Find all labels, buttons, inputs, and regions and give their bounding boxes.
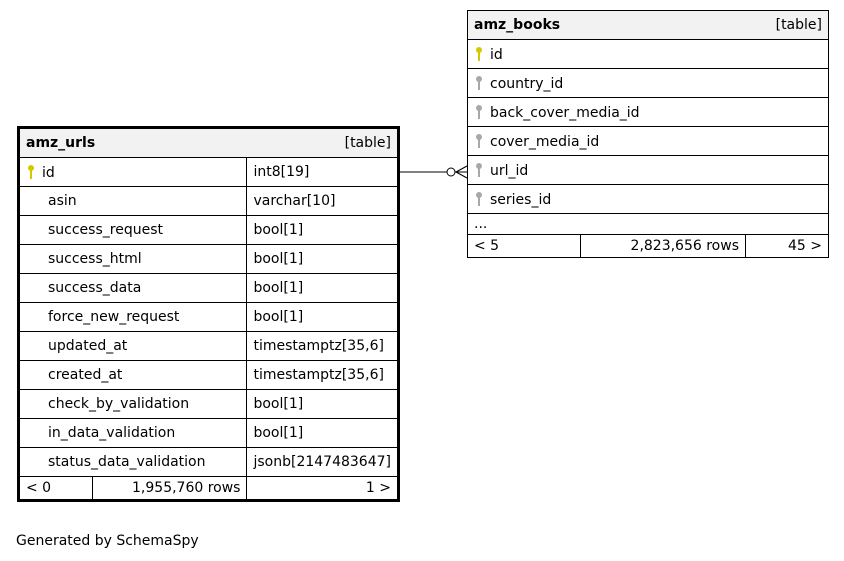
column-type: varchar[10] — [247, 187, 399, 216]
row-count: 2,823,656 rows — [581, 235, 746, 258]
column-name: success_html — [19, 245, 247, 274]
row-count: 1,955,760 rows — [93, 477, 247, 501]
column-type: bool[1] — [247, 245, 399, 274]
table-footer — [19, 477, 399, 501]
column-row[interactable] — [468, 127, 829, 156]
column-row[interactable] — [19, 274, 399, 303]
foreign-key-icon — [474, 133, 484, 149]
generated-by-caption: Generated by SchemaSpy — [16, 533, 199, 549]
foreign-key-icon — [474, 104, 484, 120]
column-name: cover_media_id — [490, 133, 600, 150]
column-name: force_new_request — [19, 303, 247, 332]
column-row[interactable] — [19, 158, 399, 187]
column-row[interactable] — [468, 185, 829, 214]
column-name: success_data — [19, 274, 247, 303]
column-row[interactable] — [19, 332, 399, 361]
column-type: jsonb[2147483647] — [247, 448, 399, 477]
column-row[interactable] — [468, 40, 829, 69]
children-count[interactable]: 1 > — [247, 477, 399, 501]
foreign-key-icon — [474, 191, 484, 207]
column-row[interactable] — [19, 390, 399, 419]
column-name: check_by_validation — [19, 390, 247, 419]
crowfoot-lower — [456, 172, 467, 178]
table-header — [468, 11, 829, 40]
column-name: status_data_validation — [19, 448, 247, 477]
table-amz-books[interactable] — [467, 10, 829, 258]
table-amz-urls[interactable] — [17, 126, 400, 502]
column-name: country_id — [490, 75, 564, 92]
column-name: asin — [19, 187, 247, 216]
column-name: updated_at — [19, 332, 247, 361]
table-kind: [table] — [344, 135, 391, 151]
column-type: timestamptz[35,6] — [247, 332, 399, 361]
column-row[interactable] — [19, 216, 399, 245]
column-row[interactable] — [468, 156, 829, 185]
parents-count[interactable]: < 5 — [468, 235, 581, 258]
column-type: bool[1] — [247, 419, 399, 448]
column-type: bool[1] — [247, 303, 399, 332]
column-row[interactable] — [19, 245, 399, 274]
column-name: series_id — [490, 191, 552, 208]
parents-count[interactable]: < 0 — [19, 477, 93, 501]
table-footer — [468, 235, 829, 258]
table-kind: [table] — [775, 17, 822, 33]
primary-key-icon — [26, 164, 36, 180]
column-name: id — [42, 164, 55, 181]
column-name: id — [490, 46, 503, 63]
crowfoot-upper — [456, 166, 467, 172]
column-type: timestamptz[35,6] — [247, 361, 399, 390]
column-type: bool[1] — [247, 216, 399, 245]
children-count[interactable]: 45 > — [746, 235, 829, 258]
column-row[interactable] — [19, 303, 399, 332]
ellipsis: ... — [468, 214, 829, 235]
column-type: int8[19] — [247, 158, 399, 187]
table-header — [19, 128, 399, 158]
column-row[interactable] — [19, 448, 399, 477]
primary-key-icon — [474, 46, 484, 62]
table-name: amz_books — [474, 17, 561, 33]
column-type: bool[1] — [247, 274, 399, 303]
column-type: bool[1] — [247, 390, 399, 419]
column-name: success_request — [19, 216, 247, 245]
column-row[interactable] — [468, 98, 829, 127]
foreign-key-icon — [474, 162, 484, 178]
column-row[interactable] — [468, 69, 829, 98]
column-name: in_data_validation — [19, 419, 247, 448]
column-name: created_at — [19, 361, 247, 390]
column-name: url_id — [490, 162, 529, 179]
more-columns-row — [468, 214, 829, 235]
foreign-key-icon — [474, 75, 484, 91]
column-row[interactable] — [19, 361, 399, 390]
column-row[interactable] — [19, 419, 399, 448]
table-name: amz_urls — [26, 135, 96, 151]
zero-cardinality-marker — [447, 168, 455, 176]
column-row[interactable] — [19, 187, 399, 216]
column-name: back_cover_media_id — [490, 104, 640, 121]
